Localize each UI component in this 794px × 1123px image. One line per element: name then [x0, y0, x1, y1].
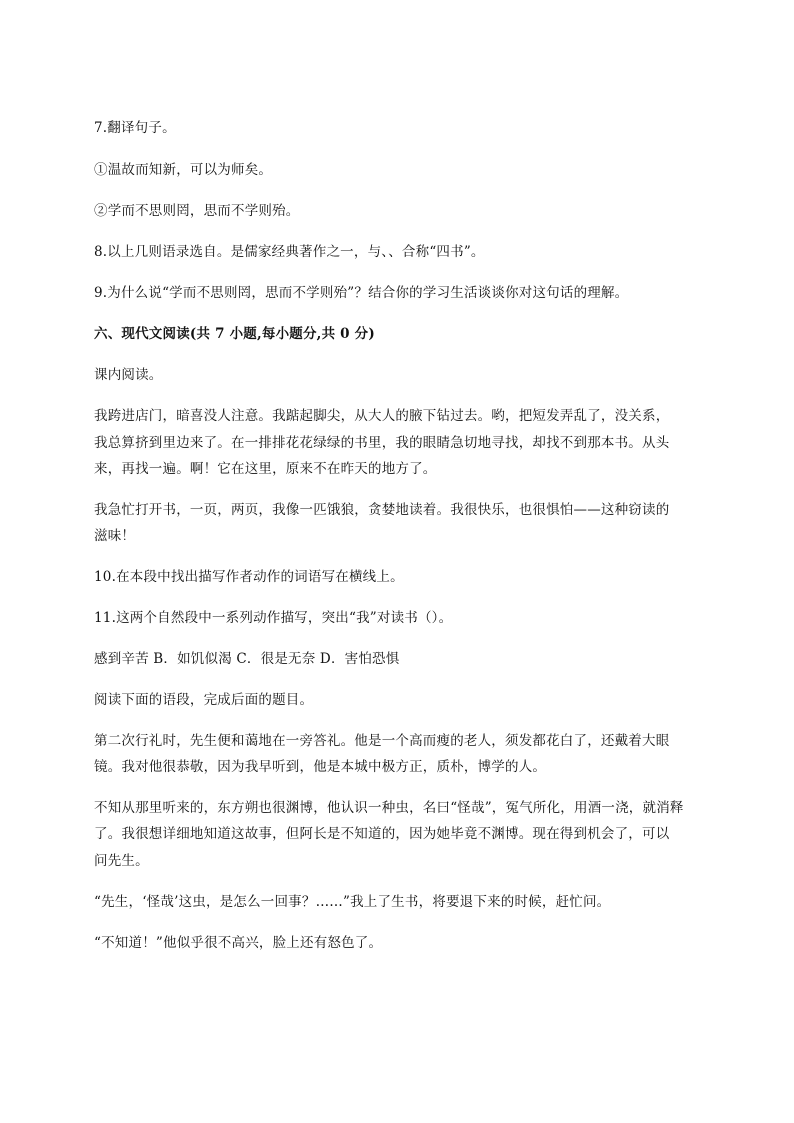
- question-9: 9.为什么说“学而不思则罔，思而不学则殆”？结合你的学习生活谈谈你对这句话的理解。: [94, 285, 629, 301]
- passage-1-line-2: 我总算挤到里边来了。在一排排花花绿绿的书里，我的眼睛急切地寻找，却找不到那本书。从头: [94, 435, 670, 451]
- passage-2-line-1: 我急忙打开书，一页，两页，我像一匹饿狼，贪婪地读着。我很快乐，也很惧怕——这种窃读的: [94, 502, 670, 518]
- section-6-heading: 六、现代文阅读(共 7 小题,每小题分,共 0 分): [94, 326, 375, 342]
- question-7-title: 7.翻译句子。: [94, 120, 176, 136]
- reading-intro-1: 课内阅读。: [94, 367, 163, 383]
- passage-1-line-3: 来，再找一遍。啊！它在这里，原来不在昨天的地方了。: [94, 461, 437, 477]
- question-11: 11.这两个自然段中一系列动作描写，突出“我”对读书（）。: [94, 610, 453, 626]
- question-7-item-1: ①温故而知新，可以为师矣。: [94, 162, 273, 178]
- question-11-options: 感到辛苦 B．如饥似渴 C．很是无奈 D．害怕恐惧: [94, 651, 400, 667]
- passage-1-line-1: 我跨进店门，暗喜没人注意。我踮起脚尖，从大人的腋下钻过去。哟，把短发弄乱了，没关系，: [94, 408, 670, 424]
- passage-2-line-2: 滋味！: [94, 528, 136, 544]
- passage-4-line-3: 问先生。: [94, 853, 149, 869]
- question-7-item-2: ②学而不思则罔，思而不学则殆。: [94, 203, 300, 219]
- passage-5: “先生，‘怪哉’这虫，是怎么一回事？……”我上了生书，将要退下来的时候，赶忙问。: [94, 894, 611, 910]
- passage-3-line-1: 第二次行礼时，先生便和蔼地在一旁答礼。他是一个高而瘦的老人，须发都花白了，还戴着大眼: [94, 733, 670, 749]
- question-10: 10.在本段中找出描写作者动作的词语写在横线上。: [94, 569, 404, 585]
- passage-4-line-2: 了。我很想详细地知道这故事，但阿长是不知道的，因为她毕竟不渊博。现在得到机会了，可以: [94, 826, 670, 842]
- reading-intro-2: 阅读下面的语段，完成后面的题目。: [94, 692, 314, 708]
- question-8: 8.以上几则语录选自。是儒家经典著作之一，与、、合称“四书”。: [94, 244, 485, 260]
- passage-6: “不知道！”他似乎很不高兴，脸上还有怒色了。: [94, 935, 383, 951]
- passage-3-line-2: 镜。我对他很恭敬，因为我早听到，他是本城中极方正，质朴，博学的人。: [94, 759, 547, 775]
- passage-4-line-1: 不知从那里听来的，东方朔也很渊博，他认识一种虫，名曰“怪哉”，冤气所化，用酒一浇，就消释: [94, 800, 684, 816]
